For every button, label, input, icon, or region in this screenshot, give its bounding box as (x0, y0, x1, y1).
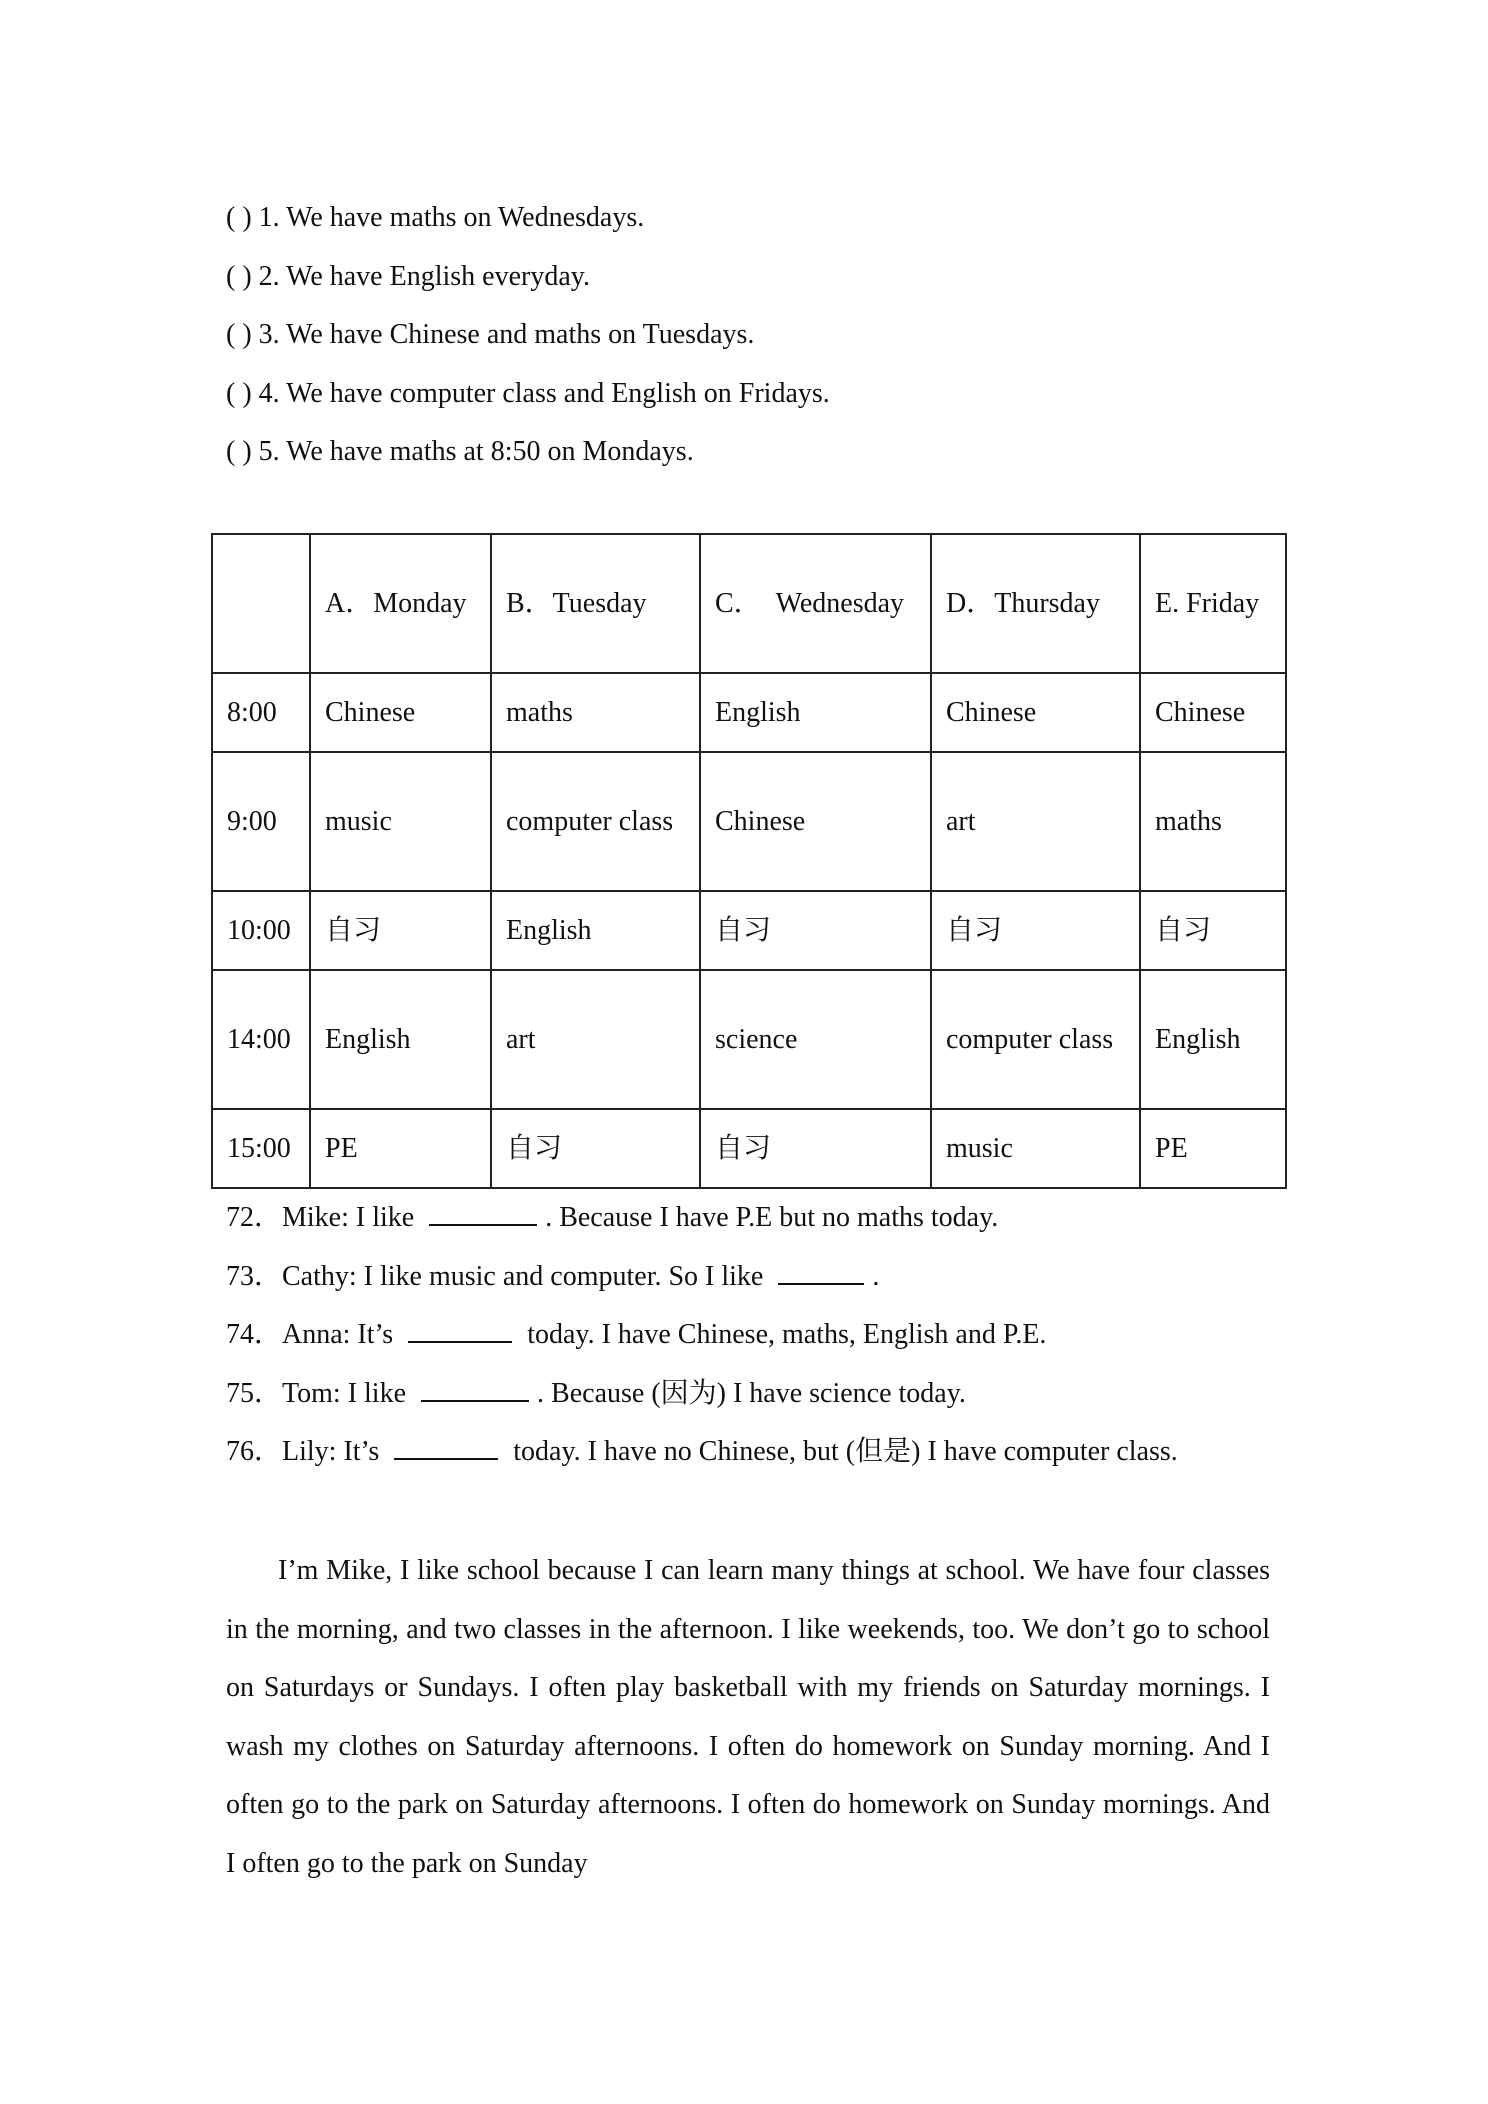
schedule-row (212, 752, 1286, 891)
header-cell-friday: E. Friday (1140, 534, 1286, 673)
fill-in-text-after: . Because (因为) I have science today. (537, 1377, 966, 1409)
subject-cell: PE (310, 1109, 491, 1188)
true-false-item-2: ( ) 2. We have English everyday. (226, 260, 590, 292)
fill-in-text-before: 74．Anna: It’s (226, 1319, 401, 1350)
true-false-item-3: ( ) 3. We have Chinese and maths on Tuesdays. (226, 319, 755, 350)
subject-cell: 自习 (700, 1109, 931, 1188)
subject-cell: science (700, 970, 931, 1109)
fill-in-item-76 (226, 1423, 1178, 1482)
subject-cell: English (1140, 970, 1286, 1109)
subject-cell: art (491, 970, 700, 1109)
subject-cell: computer class (931, 970, 1140, 1109)
fill-in-text-after: today. I have Chinese, maths, English and P.E. (520, 1319, 1047, 1350)
header-cell-tuesday: B．Tuesday (491, 534, 700, 673)
subject-cell: Chinese (310, 673, 491, 752)
fill-in-text-before: 75．Tom: I like (226, 1377, 414, 1409)
fill-in-text-after: . Because I have P.E but no maths today. (545, 1202, 999, 1233)
header-cell-blank (212, 534, 310, 673)
subject-cell: 自习 (700, 891, 931, 970)
subject-cell: maths (1140, 752, 1286, 891)
fill-in-text-after: today. I have no Chinese, but (但是) I have computer class. (506, 1436, 1178, 1467)
schedule-row (212, 1109, 1286, 1188)
subject-cell: 自习 (931, 891, 1140, 970)
answer-blank[interactable] (778, 1253, 864, 1285)
fill-in-item-75 (226, 1365, 1178, 1424)
fill-in-item-73 (226, 1248, 1178, 1307)
subject-cell: music (931, 1109, 1140, 1188)
reading-passage: I’m Mike, I like school because I can learn many things at school. We have four classes in the morning, and two classes in the afternoon. I like weekends, too. We don’t go to school on Saturdays or Sundays. I often play basketball with my friends on Saturday mornings. I wash my clothes on Saturday afternoons. I often do homework on Sunday morning. And I often go to the park on Saturday afternoons. I often do homework on Sunday mornings. And I often go to the park on Sunday (226, 1555, 1270, 1879)
schedule-row (212, 970, 1286, 1109)
subject-cell: English (310, 970, 491, 1109)
fill-in-questions (226, 1189, 1178, 1482)
fill-in-item-72 (226, 1189, 1178, 1248)
subject-cell: music (310, 752, 491, 891)
header-cell-monday: A．Monday (310, 534, 491, 673)
subject-cell: English (491, 891, 700, 970)
subject-cell: 自习 (491, 1109, 700, 1188)
true-false-item-4: ( ) 4. We have computer class and English on Fridays. (226, 377, 830, 409)
subject-cell: Chinese (1140, 673, 1286, 752)
fill-in-item-74 (226, 1306, 1178, 1365)
fill-in-text-before: 72．Mike: I like (226, 1202, 422, 1233)
schedule-header-row (212, 534, 1286, 673)
time-cell: 8:00 (212, 673, 310, 752)
subject-cell: maths (491, 673, 700, 752)
header-cell-thursday: D．Thursday (931, 534, 1140, 673)
subject-cell: PE (1140, 1109, 1286, 1188)
true-false-item-1: ( ) 1. We have maths on Wednesdays. (226, 202, 645, 233)
time-cell: 15:00 (212, 1109, 310, 1188)
fill-in-text-before: 76．Lily: It’s (226, 1436, 387, 1467)
time-cell: 9:00 (212, 752, 310, 891)
time-cell: 14:00 (212, 970, 310, 1109)
subject-cell: English (700, 673, 931, 752)
time-cell: 10:00 (212, 891, 310, 970)
class-schedule-table (211, 533, 1287, 1189)
answer-blank[interactable] (394, 1428, 498, 1460)
header-cell-wednesday: C． Wednesday (700, 534, 931, 673)
answer-blank[interactable] (408, 1311, 512, 1343)
fill-in-text-after: . (872, 1260, 880, 1292)
subject-cell: art (931, 752, 1140, 891)
subject-cell: 自习 (310, 891, 491, 970)
true-false-questions (226, 189, 830, 482)
schedule-row (212, 891, 1286, 970)
fill-in-text-before: 73．Cathy: I like music and computer. So I like (226, 1260, 771, 1292)
answer-blank[interactable] (421, 1370, 529, 1402)
schedule-row (212, 673, 1286, 752)
subject-cell: 自习 (1140, 891, 1286, 970)
subject-cell: computer class (491, 752, 700, 891)
subject-cell: Chinese (931, 673, 1140, 752)
true-false-item-5: ( ) 5. We have maths at 8:50 on Mondays. (226, 436, 694, 467)
subject-cell: Chinese (700, 752, 931, 891)
answer-blank[interactable] (429, 1194, 537, 1226)
